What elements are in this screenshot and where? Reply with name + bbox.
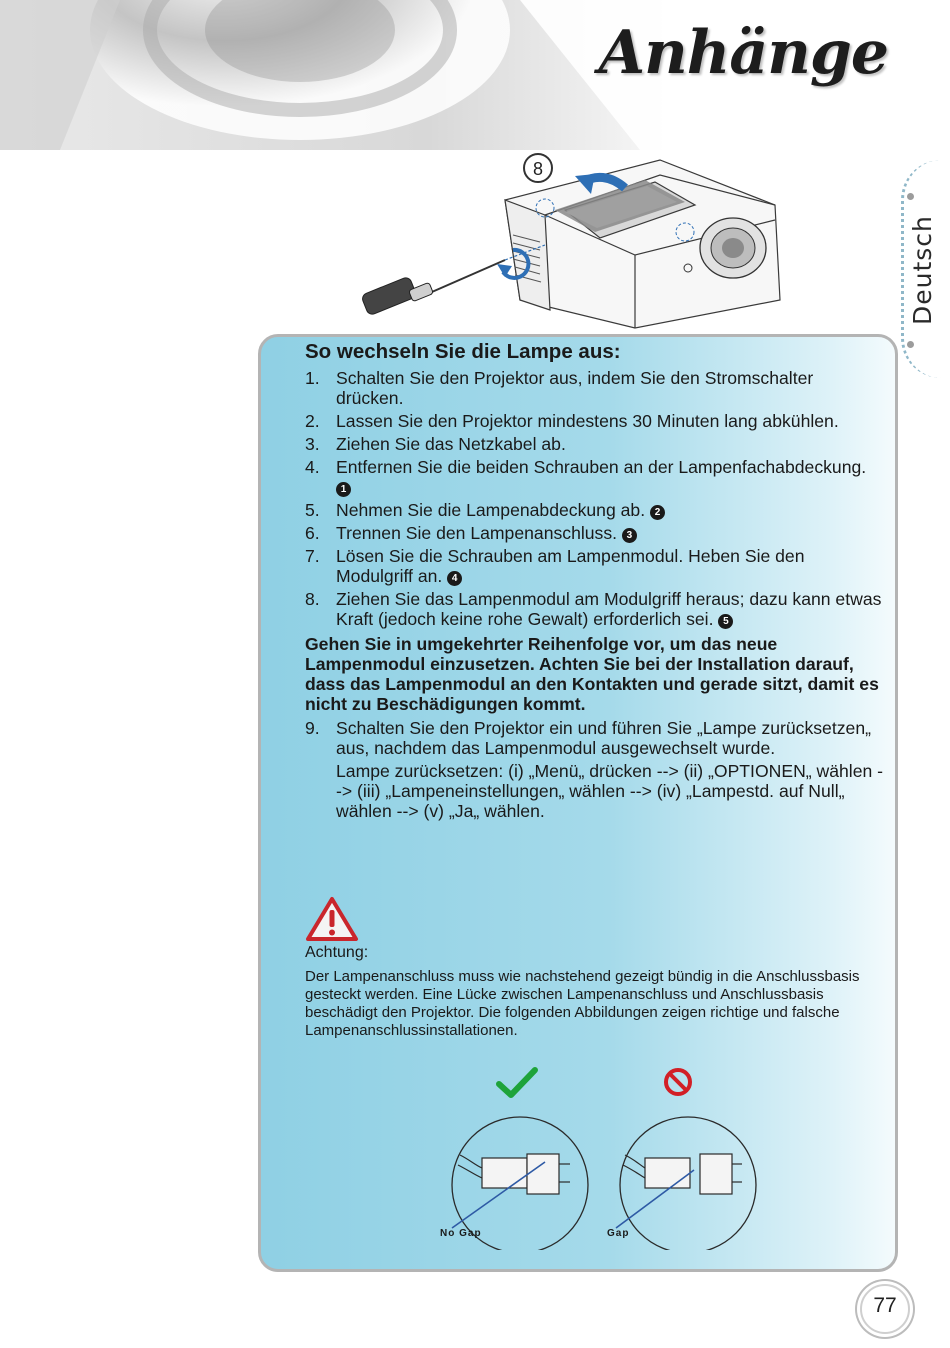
step-6: 6. Trennen Sie den Lampenanschluss. 3 [305,523,885,543]
procedure-heading: So wechseln Sie die Lampe aus: [305,340,621,363]
warning-triangle-icon [305,896,359,942]
callout-5: 5 [718,614,733,629]
connector-gap [623,1154,742,1194]
callout-1: 1 [336,482,351,497]
step-8: 8. Ziehen Sie das Lampenmodul am Modulgriff heraus; dazu kann etwas Kraft (jedoch keine rohe Gewalt) erforderlich sei. 5 [305,589,882,629]
language-tab-dot-bottom [907,341,914,348]
caution-text: Der Lampenanschluss muss wie nachstehend gezeigt bündig in die Anschlussbasis gesteckt werden. Eine Lücke zwischen Lampenanschluss und Anschlussbasis beschädigt den Projektor. Die folgenden Abbildungen zeigen richtige und falsche Lampenanschlussinstallationen. [305,968,860,1039]
language-tab-dot-top [907,193,914,200]
checkmark-icon [496,1066,538,1100]
no-gap-label: No Gap [440,1228,482,1239]
step-1: 1. Schalten Sie den Projektor aus, indem Sie den Stromschalter drücken. [305,368,814,408]
step-3: 3. Ziehen Sie das Netzkabel ab. [305,434,566,454]
callout-4: 4 [447,571,462,586]
step-2: 2. Lassen Sie den Projektor mindestens 30 Minuten lang abkühlen. [305,411,839,431]
callout-3: 3 [622,528,637,543]
gap-label: Gap [607,1228,630,1239]
page-title: Anhänge [598,18,888,88]
caution-label: Achtung: [305,944,369,961]
page-number: 77 [873,1294,897,1317]
lamp-reset-instructions: Lampe zurücksetzen: (i) „Menü„ drücken --> (ii) „OPTIONEN„ wählen --> (iii) „Lampeneinstellungen„ wählen --> (iv) „Lampestd. auf Null„ wählen --> (v) „Ja„ wählen. [336,761,884,821]
prohibited-icon [662,1066,694,1098]
step-5: 5. Nehmen Sie die Lampenabdeckung ab. 2 [305,500,885,520]
step-9: 9. Schalten Sie den Projektor ein und führen Sie „Lampe zurücksetzen„ aus, nachdem das Lampenmodul ausgewechselt wurde. [305,718,871,758]
connector-no-gap [458,1154,570,1194]
projector-illustration [355,150,805,335]
step-7: 7. Lösen Sie die Schrauben am Lampenmodul. Heben Sie den Modulgriff an. 4 [305,546,805,586]
reassembly-notice: Gehen Sie in umgekehrter Reihenfolge vor, um das neue Lampenmodul einzusetzen. Achten Sie bei der Installation darauf, dass das Lampenmodul an den Kontakten und gerade sitzt, damit es nicht zu Beschädigungen kommt. [305,634,879,714]
step-4: 4. Entfernen Sie die beiden Schrauben an der Lampenfachabdeckung. 1 [305,457,867,495]
procedure-content [305,340,885,824]
language-tab-label: Deutsch [908,215,937,325]
step-marker-label: 8 [532,159,544,179]
callout-2: 2 [650,505,665,520]
